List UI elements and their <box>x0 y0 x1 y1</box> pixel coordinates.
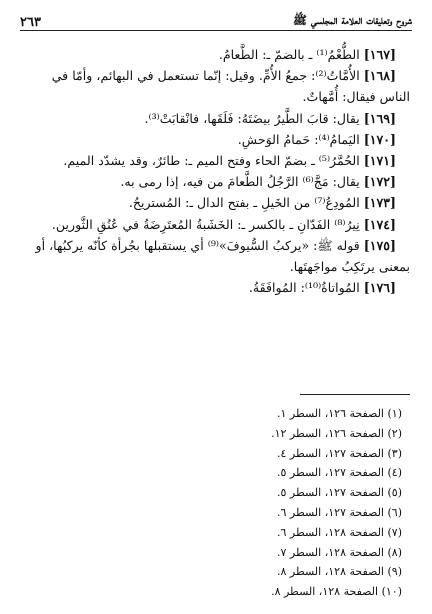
entry-text: يقال: قابَ الطَّيرُ بيضَتَهُ: فَلَقَها، فانْقابَتْ⁽³⁾. <box>144 110 360 126</box>
footnote: (٤) الصفحة ١٢٧، السطر ٥. <box>276 466 402 480</box>
footnote: (٩) الصفحة ١٢٨، السطر ٨. <box>276 565 402 579</box>
entry-text: المُودِعُ⁽⁷⁾ من الخَيلِ ـ بفتح الدال ـ: المُستريحُ. <box>128 195 360 211</box>
entry-176 <box>20 277 410 298</box>
running-header <box>20 8 412 31</box>
footnote: (١) الصفحة ١٢٦، السطر ١. <box>276 407 402 420</box>
entry-text: قوله ﷺ: «يركبُ السُّيوفَ»⁽⁹⁾ أي يستقبلها بجُرأة كأنّه يركبُها، أو <box>35 237 360 253</box>
entry-number: [١٧٣] <box>363 195 396 211</box>
entry-171 <box>20 150 410 171</box>
entry-text: الناس فيقال: أُمَّهاتٌ. <box>302 89 410 105</box>
entry-169 <box>20 108 410 129</box>
entry-number: [١٧١] <box>363 153 396 169</box>
main-text <box>20 44 410 298</box>
page-number: ٢٦٣ <box>20 15 41 30</box>
entry-number: [١٧٤] <box>363 216 396 232</box>
entry-number: [١٧٥] <box>363 237 396 253</box>
footnote: (١٠) الصفحة ١٢٨، السطر ٨. <box>271 585 402 599</box>
footnote: (٢) الصفحة ١٢٦، السطر ١٢. <box>271 426 402 440</box>
footnote: (٨) الصفحة ١٢٨، السطر ٧. <box>276 545 402 559</box>
entry-number: [١٦٨] <box>363 68 396 84</box>
entry-text: بمعنى يرتَكِبُ مواجَهتَها. <box>289 259 410 275</box>
footnote: (٥) الصفحة ١٢٧، السطر ٥. <box>276 486 402 500</box>
entry-text: نِيرُ⁽⁸⁾ الفَدّانِ ـ بالكسر ـ: الخَشَبةُ المُعتَرِضَةُ في عُنُقِ الثَّورين. <box>51 216 360 232</box>
entry-number: [١٦٧] <box>363 47 396 62</box>
entry-170 <box>20 129 410 150</box>
header-title: شروح وتعليقات العلامة المجلسي ﷺ <box>292 13 412 27</box>
entry-175 <box>20 235 410 256</box>
entry-174 <box>20 214 410 235</box>
entry-173 <box>20 192 410 213</box>
entry-168 <box>20 65 410 86</box>
entry-172 <box>20 171 410 192</box>
entry-text: المُواتاةُ⁽¹⁰⁾: المُوافَقَةُ. <box>248 280 360 296</box>
entry-number: [١٧٠] <box>363 131 396 147</box>
entry-text: الحُمَّرُ⁽⁵⁾ ـ بضمّ الحاء وفتح الميم ـ: طائرٌ، وقد يشدّد الميم. <box>63 153 360 169</box>
entry-text: الطُّعْمُ⁽¹⁾ ـ بالضمّ ـ: الطَّعامُ. <box>218 47 360 62</box>
entry-number: [١٦٩] <box>363 110 396 126</box>
entry-text: الأُمَّاتُ⁽²⁾: جمعُ الأُمِّ. وقيل: إنّما تستعمل في البهائم، وأمّا في <box>51 68 360 84</box>
footnote: (٧) الصفحة ١٢٨، السطر ٦. <box>276 525 402 539</box>
entry-text: اليَمامُ⁽⁴⁾: حَمامُ الوَحشِ. <box>237 131 360 147</box>
entry-text: يقال: مَجَّ⁽⁶⁾ الرَّجُلُ الطَّعامَ من فيه، إذا رمى به. <box>120 174 360 190</box>
entry-175-continued <box>20 256 410 277</box>
entry-168-continued <box>20 86 410 107</box>
entry-167 <box>20 44 410 65</box>
entry-number: [١٧٢] <box>363 174 396 190</box>
footnote: (٦) الصفحة ١٢٧، السطر ٦. <box>276 505 402 519</box>
footnote: (٣) الصفحة ١٢٧، السطر ٤. <box>276 446 402 460</box>
entry-number: [١٧٦] <box>363 280 396 296</box>
footnote-separator <box>300 394 410 395</box>
footnotes <box>20 404 402 602</box>
